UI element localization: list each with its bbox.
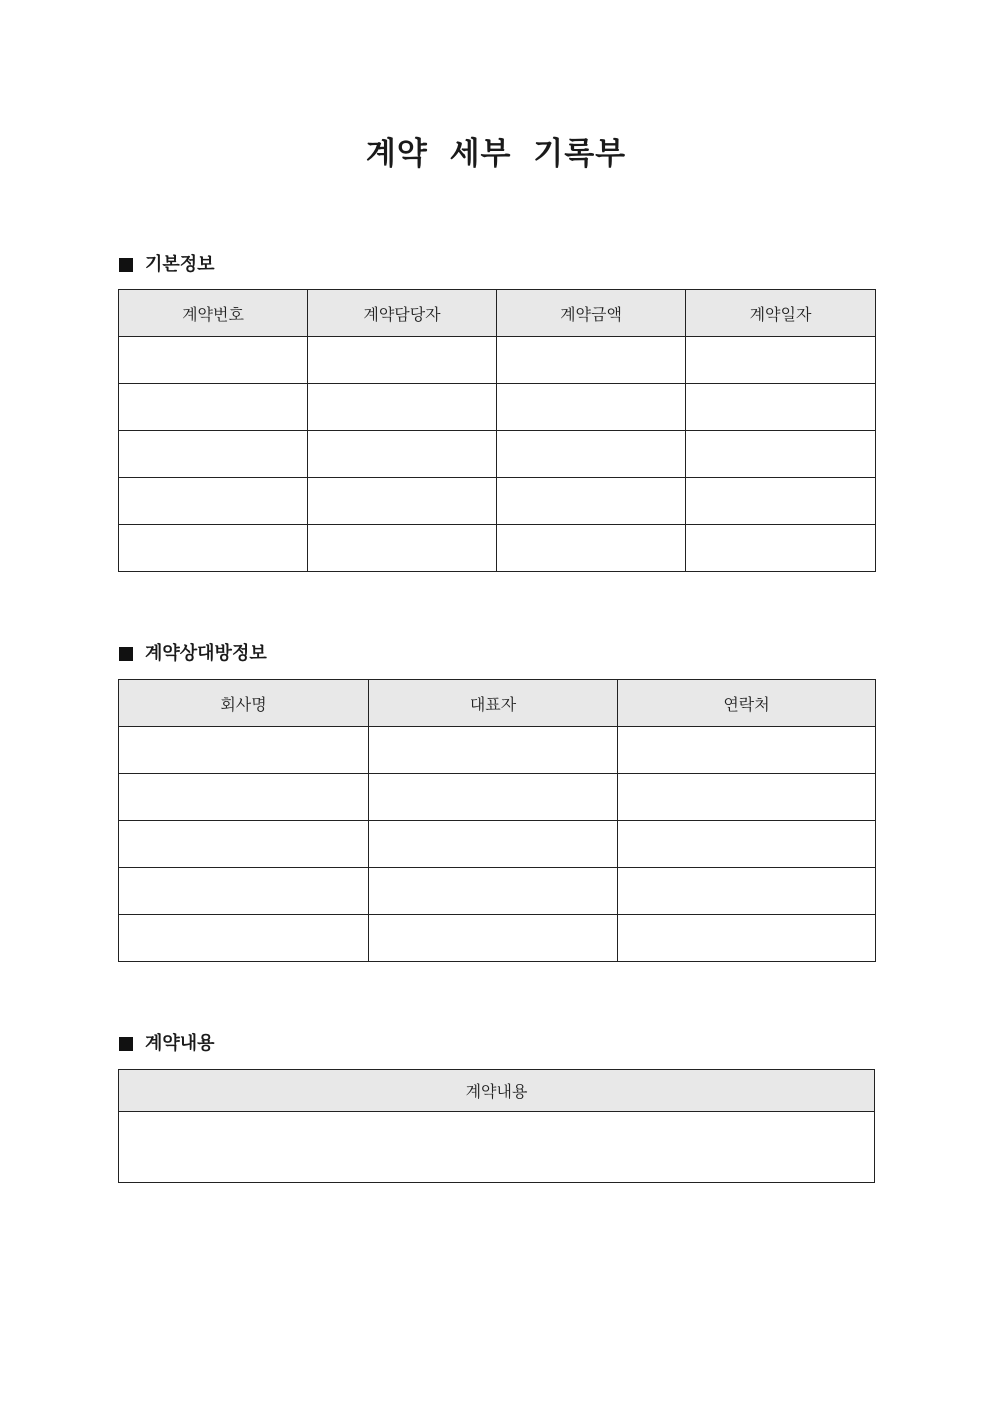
table-row [119,384,876,431]
table-row [119,915,876,962]
table-row [119,868,876,915]
table-cell[interactable] [119,337,308,384]
table-cell[interactable] [497,384,686,431]
column-header-representative: 대표자 [369,680,618,727]
table-cell[interactable] [308,525,497,572]
column-header-contract-date: 계약일자 [686,290,876,337]
table-header-row [119,290,876,337]
table-cell[interactable] [119,431,308,478]
table-cell[interactable] [119,478,308,525]
section-heading-label: 계약내용 [145,1033,215,1054]
section-heading-contract-content [119,1032,215,1056]
column-header-contract-manager: 계약담당자 [308,290,497,337]
table-cell[interactable] [686,525,876,572]
table-cell[interactable] [119,868,369,915]
table-cell[interactable] [119,915,369,962]
table-cell[interactable] [618,868,876,915]
table-row [119,727,876,774]
table-cell[interactable] [369,774,618,821]
table-cell[interactable] [686,431,876,478]
table-cell[interactable] [497,525,686,572]
table-cell[interactable] [308,384,497,431]
table-cell[interactable] [308,478,497,525]
table-cell[interactable] [308,337,497,384]
table-cell[interactable] [618,774,876,821]
contract-content-table [118,1069,875,1183]
section-heading-label: 기본정보 [145,254,215,275]
column-header-contract-amount: 계약금액 [497,290,686,337]
table-cell[interactable] [369,868,618,915]
square-bullet-icon [119,258,133,272]
table-row [119,525,876,572]
table-cell[interactable] [119,774,369,821]
table-cell[interactable] [497,431,686,478]
table-row [119,337,876,384]
table-cell[interactable] [369,727,618,774]
column-header-contract-number: 계약번호 [119,290,308,337]
table-cell[interactable] [497,337,686,384]
table-cell[interactable] [369,915,618,962]
page-title: 계약 세부 기록부 [365,136,627,172]
table-cell[interactable] [369,821,618,868]
section-heading-basic-info [119,253,215,277]
column-header-company-name: 회사명 [119,680,369,727]
table-header-row [119,680,876,727]
table-row [119,431,876,478]
square-bullet-icon [119,647,133,661]
table-cell[interactable] [686,337,876,384]
table-cell[interactable] [497,478,686,525]
table-row [119,478,876,525]
table-cell[interactable] [618,727,876,774]
section-heading-counterparty-info [119,642,267,666]
table-cell[interactable] [618,821,876,868]
section-heading-label: 계약상대방정보 [145,643,267,664]
column-header-contact: 연락처 [618,680,876,727]
table-cell[interactable] [119,727,369,774]
square-bullet-icon [119,1037,133,1051]
table-row [119,821,876,868]
column-header-contract-content: 계약내용 [119,1070,875,1112]
table-cell[interactable] [119,384,308,431]
basic-info-table [118,289,876,572]
table-cell[interactable] [308,431,497,478]
contract-content-cell[interactable] [119,1112,875,1183]
table-cell[interactable] [686,384,876,431]
table-row [119,1112,875,1183]
table-cell[interactable] [119,821,369,868]
table-cell[interactable] [686,478,876,525]
table-cell[interactable] [119,525,308,572]
counterparty-info-table [118,679,876,962]
table-header-row [119,1070,875,1112]
table-row [119,774,876,821]
table-cell[interactable] [618,915,876,962]
